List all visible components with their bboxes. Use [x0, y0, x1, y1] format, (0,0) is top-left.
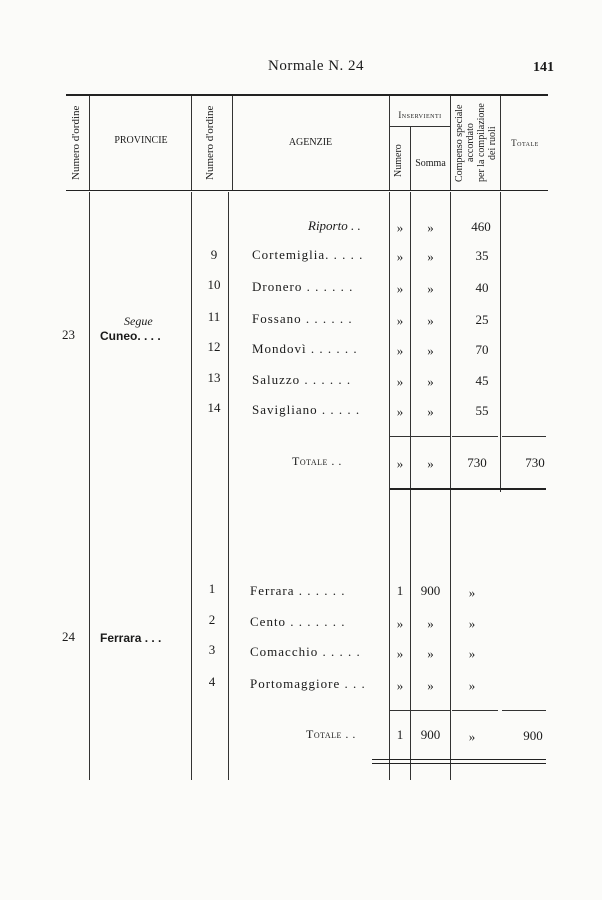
body-col-1: [89, 192, 90, 780]
group-segue: Segue: [124, 314, 153, 328]
row-numero: »: [396, 281, 404, 296]
row-compenso: »: [468, 678, 476, 693]
row-agency: Ferrara . . . . . .: [250, 583, 346, 598]
row-numero: »: [396, 678, 404, 693]
header-numero-ordine-agenzie: Numero d'ordine: [204, 105, 216, 181]
row-n: 11: [207, 309, 221, 324]
inservienti-rule: [390, 126, 450, 127]
row-somma: »: [427, 374, 434, 389]
header-inservienti: Inservienti: [398, 110, 442, 120]
row-somma: 900: [420, 583, 441, 598]
row-compenso: 40: [475, 280, 489, 295]
header-totale: Totale: [511, 138, 539, 148]
group-number-23: 23: [62, 327, 75, 342]
header-compenso: [452, 98, 498, 188]
total-double-rule: [372, 763, 546, 764]
running-head: Normale N. 24: [268, 58, 365, 74]
total-totale: 730: [525, 455, 545, 470]
total-double-rule: [372, 759, 546, 760]
row-numero: »: [396, 343, 404, 358]
row-n: 4: [208, 674, 216, 689]
body-col-6: [450, 192, 451, 780]
row-somma: »: [427, 404, 434, 419]
row-numero: »: [396, 646, 404, 661]
row-numero: 1: [396, 583, 404, 598]
col-divider-2: [191, 96, 192, 190]
riporto-numero: »: [396, 220, 404, 235]
compenso-line-3: per la compilazione: [476, 103, 487, 183]
riporto-somma: »: [427, 220, 434, 235]
total-totale: 900: [523, 728, 543, 743]
subtotal-rule: [502, 436, 546, 437]
total-compenso: »: [468, 729, 476, 744]
subtotal-rule: [390, 436, 450, 437]
header-numero: Numero: [393, 144, 404, 178]
row-numero: »: [396, 374, 404, 389]
row-compenso: 45: [475, 373, 489, 388]
row-agency: Fossano . . . . . .: [252, 311, 353, 326]
row-compenso: 70: [475, 342, 489, 357]
row-n: 3: [208, 642, 216, 657]
row-agency: Cortemiglia. . . . .: [252, 247, 364, 262]
total-somma: »: [427, 456, 434, 471]
row-numero: »: [396, 313, 404, 328]
header-agenzie: AGENZIE: [288, 137, 333, 148]
row-agency: Comacchio . . . . .: [250, 644, 361, 659]
row-n: 10: [207, 277, 221, 292]
row-agency: Saluzzo . . . . . .: [252, 372, 352, 387]
col-divider-6: [450, 96, 451, 190]
row-somma: »: [427, 249, 434, 264]
riporto-label: Riporto . .: [308, 218, 361, 233]
header-somma: Somma: [415, 158, 446, 169]
total-double-rule: [390, 488, 546, 490]
row-n: 12: [207, 339, 221, 354]
header-provincie: PROVINCIE: [114, 135, 168, 146]
subtotal-rule: [452, 710, 498, 711]
header-numero-ordine: Numero d'ordine: [70, 105, 82, 181]
compenso-line-4: dei ruoli: [487, 126, 498, 160]
page-number: 141: [533, 60, 554, 75]
row-numero: »: [396, 249, 404, 264]
body-col-3: [228, 192, 229, 780]
row-compenso: »: [468, 646, 476, 661]
row-compenso: 55: [475, 403, 489, 418]
group-number-24: 24: [62, 629, 75, 644]
compenso-line-2: accordato: [465, 123, 476, 163]
subtotal-rule: [502, 710, 546, 711]
row-n: 13: [207, 370, 221, 385]
row-compenso: »: [468, 585, 476, 600]
row-somma: »: [427, 646, 434, 661]
row-compenso: 25: [475, 312, 489, 327]
riporto-compenso: 460: [471, 219, 491, 234]
col-divider-1: [89, 96, 90, 190]
row-n: 1: [208, 581, 216, 596]
body-col-2: [191, 192, 192, 780]
province-cuneo: Cuneo. . . .: [100, 329, 161, 343]
total-label: Totale . .: [306, 727, 356, 741]
total-numero: 1: [396, 727, 404, 742]
row-n: 9: [210, 247, 218, 262]
row-numero: »: [396, 404, 404, 419]
row-n: 2: [208, 612, 216, 627]
row-numero: »: [396, 616, 404, 631]
row-n: 14: [207, 400, 221, 415]
row-agency: Dronero . . . . . .: [252, 279, 354, 294]
header-bottom-rule: [66, 190, 548, 191]
row-agency: Cento . . . . . . .: [250, 614, 346, 629]
row-agency: Mondovì . . . . . .: [252, 341, 358, 356]
row-somma: »: [427, 281, 434, 296]
row-compenso: »: [468, 616, 476, 631]
row-somma: »: [427, 678, 434, 693]
row-compenso: 35: [475, 248, 489, 263]
subtotal-rule: [452, 436, 498, 437]
compenso-line-1: Compenso speciale: [454, 104, 465, 182]
subtotal-rule: [390, 710, 450, 711]
row-agency: Portomaggiore . . .: [250, 676, 366, 691]
total-compenso: 730: [467, 455, 487, 470]
total-numero: »: [396, 456, 404, 471]
row-somma: »: [427, 343, 434, 358]
row-somma: »: [427, 616, 434, 631]
province-ferrara: Ferrara . . .: [100, 631, 162, 645]
table-top-rule: [66, 94, 548, 96]
row-somma: »: [427, 313, 434, 328]
total-label: Totale . .: [292, 454, 342, 468]
row-agency: Savigliano . . . . .: [252, 402, 361, 417]
total-somma: 900: [420, 727, 441, 742]
